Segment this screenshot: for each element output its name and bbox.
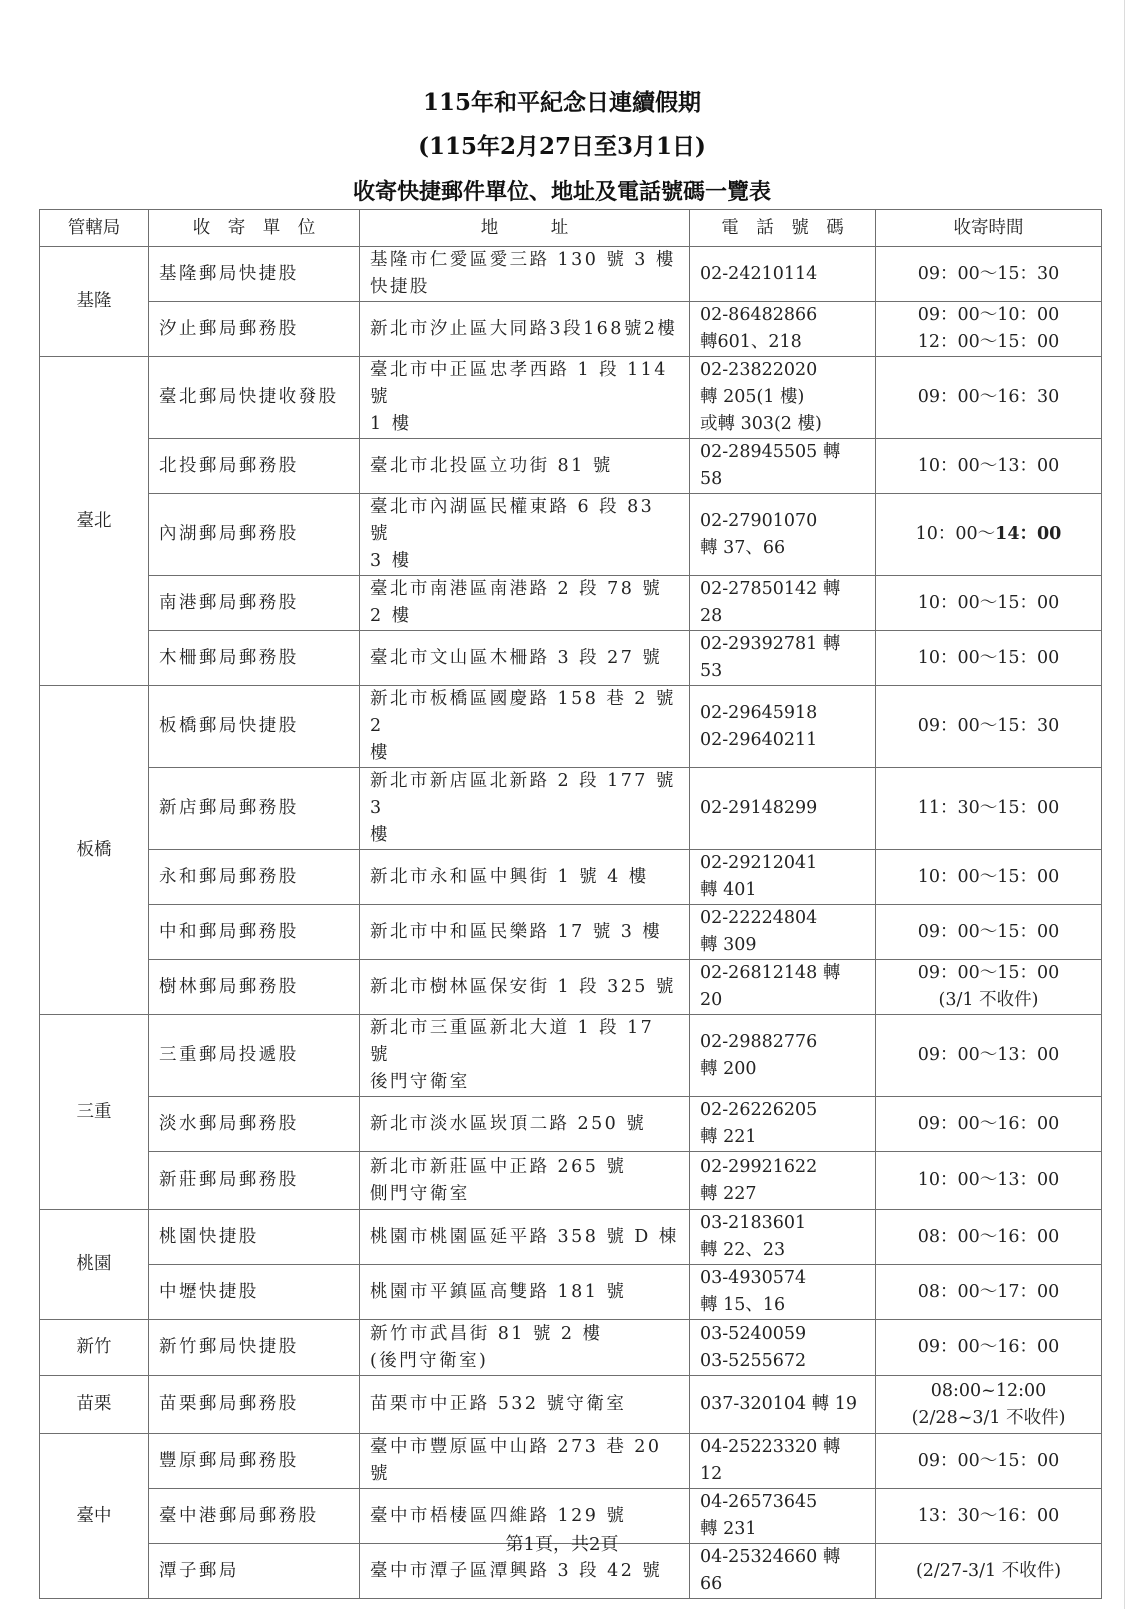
address-cell-line: 臺中市潭子區潭興路 3 段 42 號 bbox=[370, 1560, 663, 1581]
phone-cell bbox=[690, 960, 876, 1015]
hours-cell-line: 08:00~12:00 bbox=[930, 1380, 1047, 1401]
phone-cell-line: 02-26226205 bbox=[700, 1100, 818, 1120]
table-row bbox=[40, 1265, 1102, 1320]
header-address: 地 址 bbox=[360, 210, 690, 247]
hours-cell-line: 09：00～13：00 bbox=[917, 1045, 1060, 1065]
header-unit: 收 寄 單 位 bbox=[149, 210, 360, 247]
bureau-cell: 臺北 bbox=[40, 357, 149, 686]
phone-cell-line: 02-29212041 bbox=[700, 853, 818, 873]
hours-cell bbox=[876, 631, 1102, 686]
phone-cell-line: 03-4930574 bbox=[700, 1268, 807, 1288]
address-cell bbox=[360, 247, 690, 302]
address-cell-line: 臺中市豐原區中山路 273 巷 20 號 bbox=[370, 1437, 662, 1484]
phone-cell-line: 轉 200 bbox=[700, 1058, 757, 1079]
phone-cell-line: 02-24210114 bbox=[700, 263, 818, 284]
phone-cell bbox=[690, 1320, 876, 1376]
address-cell-line: 快捷股 bbox=[370, 277, 430, 297]
table-row bbox=[40, 905, 1102, 960]
address-cell-line: 1 樓 bbox=[370, 414, 412, 434]
address-cell-line: 新北市汐止區大同路3段168號2樓 bbox=[370, 318, 678, 339]
bureau-cell: 臺中 bbox=[40, 1434, 149, 1599]
hours-cell-line: 09：00～15：30 bbox=[917, 716, 1060, 736]
table-row bbox=[40, 439, 1102, 494]
unit-cell: 板橋郵局快捷股 bbox=[149, 686, 360, 768]
table-row bbox=[40, 494, 1102, 576]
unit-cell: 潭子郵局 bbox=[149, 1544, 360, 1599]
hours-cell bbox=[876, 439, 1102, 494]
phone-cell bbox=[690, 1015, 876, 1097]
table-body bbox=[40, 247, 1102, 1599]
address-cell-line: 臺北市文山區木柵路 3 段 27 號 bbox=[370, 647, 663, 668]
bureau-cell: 基隆 bbox=[40, 247, 149, 357]
phone-cell-line: 轉 227 bbox=[700, 1183, 757, 1204]
address-cell-line: 樓 bbox=[370, 825, 390, 845]
table-row bbox=[40, 1376, 1102, 1434]
hours-cell-line: 09：00～15：00 bbox=[917, 1450, 1060, 1471]
hours-cell-line: 08：00～17：00 bbox=[917, 1281, 1060, 1302]
hours-cell-line: (3/1 不收件) bbox=[938, 990, 1039, 1010]
phone-cell-line: 轉 221 bbox=[700, 1127, 757, 1147]
unit-cell: 內湖郵局郵務股 bbox=[149, 494, 360, 576]
unit-cell: 新莊郵局郵務股 bbox=[149, 1152, 360, 1210]
phone-cell-line: 02-23822020 bbox=[700, 360, 818, 380]
hours-cell-line: 10：00～13：00 bbox=[917, 1170, 1060, 1190]
table-row bbox=[40, 686, 1102, 768]
hours-cell bbox=[876, 1434, 1102, 1489]
address-cell bbox=[360, 1434, 690, 1489]
phone-cell-line: 03-5255672 bbox=[700, 1350, 807, 1371]
table-row bbox=[40, 576, 1102, 631]
phone-cell-line: 02-86482866 bbox=[700, 305, 818, 325]
phone-cell bbox=[690, 439, 876, 494]
table-row bbox=[40, 1320, 1102, 1376]
hours-cell-line: 12：00～15：00 bbox=[917, 332, 1060, 352]
phone-cell-line: 02-22224804 bbox=[700, 908, 818, 928]
address-cell-line: 臺北市中正區忠孝西路 1 段 114 號 bbox=[370, 360, 668, 407]
phone-cell-line: 04-26573645 bbox=[700, 1492, 818, 1512]
hours-cell bbox=[876, 1210, 1102, 1265]
hours-cell bbox=[876, 1320, 1102, 1376]
unit-cell: 桃園快捷股 bbox=[149, 1210, 360, 1265]
bureau-cell: 三重 bbox=[40, 1015, 149, 1210]
address-cell bbox=[360, 850, 690, 905]
unit-cell: 北投郵局郵務股 bbox=[149, 439, 360, 494]
address-cell-line: 新北市板橋區國慶路 158 巷 2 號 2 bbox=[370, 689, 676, 736]
address-cell bbox=[360, 302, 690, 357]
address-cell-line: 基隆市仁愛區愛三路 130 號 3 樓 bbox=[370, 250, 676, 270]
phone-cell-line: 轉 37、66 bbox=[700, 537, 786, 558]
table-row bbox=[40, 850, 1102, 905]
table-row bbox=[40, 247, 1102, 302]
bureau-cell: 新竹 bbox=[40, 1320, 149, 1376]
address-cell bbox=[360, 1376, 690, 1434]
phone-cell-line: 轉 231 bbox=[700, 1519, 757, 1539]
address-cell-line: 新北市永和區中興街 1 號 4 樓 bbox=[370, 866, 649, 887]
phone-cell bbox=[690, 576, 876, 631]
phone-cell-line: 02-29640211 bbox=[700, 729, 818, 750]
hours-start: 10：00～ bbox=[915, 524, 996, 544]
phone-cell-line: 037-320104 轉 19 bbox=[700, 1394, 858, 1414]
unit-cell: 基隆郵局快捷股 bbox=[149, 247, 360, 302]
phone-cell bbox=[690, 631, 876, 686]
address-cell bbox=[360, 631, 690, 686]
unit-cell: 新竹郵局快捷股 bbox=[149, 1320, 360, 1376]
table-row bbox=[40, 1015, 1102, 1097]
hours-cell-line: 13：30～16：00 bbox=[917, 1505, 1060, 1526]
unit-cell: 臺北郵局快捷收發股 bbox=[149, 357, 360, 439]
phone-cell bbox=[690, 1097, 876, 1152]
unit-cell: 永和郵局郵務股 bbox=[149, 850, 360, 905]
address-cell bbox=[360, 1097, 690, 1152]
page-number: 第1頁，共2頁 bbox=[505, 1534, 619, 1555]
address-cell bbox=[360, 1320, 690, 1376]
address-cell-line: 新北市樹林區保安街 1 段 325 號 bbox=[370, 976, 676, 997]
hours-cell bbox=[876, 850, 1102, 905]
post-office-table bbox=[39, 209, 1102, 1599]
phone-cell-line: 03-5240059 bbox=[700, 1323, 807, 1344]
hours-cell-line: (2/28~3/1 不收件) bbox=[911, 1407, 1066, 1428]
address-cell bbox=[360, 439, 690, 494]
phone-cell-line: 或轉 303(2 樓) bbox=[700, 414, 822, 434]
unit-cell: 淡水郵局郵務股 bbox=[149, 1097, 360, 1152]
phone-cell-line: 02-29148299 bbox=[700, 798, 818, 818]
phone-cell bbox=[690, 1265, 876, 1320]
address-cell bbox=[360, 768, 690, 850]
date-range-subtitle: (115年2月27日至3月1日) bbox=[418, 133, 706, 160]
unit-cell: 木柵郵局郵務股 bbox=[149, 631, 360, 686]
phone-cell bbox=[690, 850, 876, 905]
document-title: 115年和平紀念日連續假期 bbox=[422, 89, 701, 116]
phone-cell bbox=[690, 686, 876, 768]
address-cell-line: 樓 bbox=[370, 743, 390, 763]
phone-cell-line: 03-2183601 bbox=[700, 1213, 807, 1233]
bureau-cell: 苗栗 bbox=[40, 1376, 149, 1434]
hours-cell-line: 10：00～13：00 bbox=[917, 455, 1060, 476]
hours-cell-line: 10：00～15：00 bbox=[917, 647, 1060, 668]
unit-cell: 三重郵局投遞股 bbox=[149, 1015, 360, 1097]
address-cell-line: 臺北市內湖區民權東路 6 段 83 號 bbox=[370, 497, 655, 544]
address-cell-line: 新北市新莊區中正路 265 號 bbox=[370, 1156, 627, 1177]
hours-cell-line: 09：00～15：30 bbox=[917, 263, 1060, 284]
unit-cell: 豐原郵局郵務股 bbox=[149, 1434, 360, 1489]
hours-cell-line: 08：00～16：00 bbox=[917, 1226, 1060, 1247]
phone-cell bbox=[690, 905, 876, 960]
hours-cell bbox=[876, 960, 1102, 1015]
hours-cell-line: 11：30～15：00 bbox=[917, 798, 1060, 818]
table-row bbox=[40, 960, 1102, 1015]
address-cell-line: 新北市新店區北新路 2 段 177 號 3 bbox=[370, 771, 676, 818]
phone-cell bbox=[690, 1434, 876, 1489]
address-cell-line: (後門守衛室) bbox=[370, 1350, 489, 1371]
phone-cell bbox=[690, 1376, 876, 1434]
phone-cell-line: 轉 205(1 樓) bbox=[700, 387, 805, 407]
hours-cell bbox=[876, 905, 1102, 960]
hours-cell-line: 10：00～15：00 bbox=[917, 866, 1060, 887]
address-cell-line: 桃園市平鎮區高雙路 181 號 bbox=[370, 1281, 627, 1302]
address-cell bbox=[360, 686, 690, 768]
header-phone: 電 話 號 碼 bbox=[690, 210, 876, 247]
phone-cell-line: 轉 309 bbox=[700, 935, 757, 955]
hours-cell bbox=[876, 1152, 1102, 1210]
phone-cell-line: 02-29882776 bbox=[700, 1031, 818, 1052]
address-cell bbox=[360, 1015, 690, 1097]
address-cell bbox=[360, 494, 690, 576]
unit-cell: 樹林郵局郵務股 bbox=[149, 960, 360, 1015]
phone-cell bbox=[690, 247, 876, 302]
unit-cell: 新店郵局郵務股 bbox=[149, 768, 360, 850]
hours-cell bbox=[876, 247, 1102, 302]
hours-cell bbox=[876, 768, 1102, 850]
address-cell-line: 新北市三重區新北大道 1 段 17 號 bbox=[370, 1018, 655, 1065]
hours-cell-line: 09：00～15：00 bbox=[917, 921, 1060, 942]
phone-cell-line: 轉601、218 bbox=[700, 332, 802, 352]
address-cell bbox=[360, 1265, 690, 1320]
phone-cell bbox=[690, 494, 876, 576]
hours-cell bbox=[876, 494, 1102, 576]
table-row bbox=[40, 302, 1102, 357]
address-cell bbox=[360, 905, 690, 960]
hours-cell-line: 09：00～16：00 bbox=[917, 1337, 1060, 1357]
unit-cell: 中壢快捷股 bbox=[149, 1265, 360, 1320]
table-row bbox=[40, 631, 1102, 686]
phone-cell-line: 轉 15、16 bbox=[700, 1295, 786, 1315]
phone-cell bbox=[690, 1152, 876, 1210]
hours-cell-line bbox=[886, 521, 1091, 548]
unit-cell: 南港郵局郵務股 bbox=[149, 576, 360, 631]
phone-cell-line: 04-25223320 轉 12 bbox=[700, 1437, 841, 1484]
hours-cell bbox=[876, 1015, 1102, 1097]
phone-cell-line: 04-25324660 轉 66 bbox=[700, 1547, 841, 1594]
table-header-row bbox=[40, 210, 1102, 247]
address-cell-line: 3 樓 bbox=[370, 551, 412, 571]
address-cell-line: 苗栗市中正路 532 號守衛室 bbox=[370, 1394, 627, 1414]
address-cell-line: 新北市中和區民樂路 17 號 3 樓 bbox=[370, 921, 663, 942]
address-cell bbox=[360, 960, 690, 1015]
phone-cell-line: 02-26812148 轉 20 bbox=[700, 963, 841, 1010]
address-cell bbox=[360, 1210, 690, 1265]
hours-cell-line: 10：00～15：00 bbox=[917, 592, 1060, 613]
hours-cell bbox=[876, 302, 1102, 357]
hours-cell bbox=[876, 686, 1102, 768]
phone-cell-line: 02-29645918 bbox=[700, 702, 818, 723]
unit-cell: 汐止郵局郵務股 bbox=[149, 302, 360, 357]
hours-cell-line: 09：00～10：00 bbox=[917, 305, 1060, 325]
table-caption: 收寄快捷郵件單位、地址及電話號碼一覽表 bbox=[352, 179, 771, 205]
table-row bbox=[40, 1210, 1102, 1265]
phone-cell-line: 02-28945505 轉 58 bbox=[700, 442, 841, 489]
hours-cell-line: 09：00～15：00 bbox=[917, 963, 1060, 983]
table-row bbox=[40, 768, 1102, 850]
hours-cell-line: 09：00～16：00 bbox=[917, 1113, 1060, 1134]
unit-cell: 臺中港郵局郵務股 bbox=[149, 1489, 360, 1544]
table-row bbox=[40, 357, 1102, 439]
table-row bbox=[40, 1152, 1102, 1210]
hours-end-bold: 14：00 bbox=[995, 524, 1062, 544]
address-cell-line: 側門守衛室 bbox=[370, 1183, 470, 1204]
address-cell-line: 臺北市南港區南港路 2 段 78 號 2 樓 bbox=[370, 579, 663, 626]
phone-cell-line: 轉 401 bbox=[700, 880, 757, 900]
phone-cell bbox=[690, 357, 876, 439]
address-cell-line: 後門守衛室 bbox=[370, 1072, 470, 1092]
address-cell bbox=[360, 576, 690, 631]
hours-cell bbox=[876, 576, 1102, 631]
phone-cell-line: 02-27850142 轉 28 bbox=[700, 579, 841, 626]
phone-cell-line: 02-29392781 轉 53 bbox=[700, 634, 841, 681]
bureau-cell: 板橋 bbox=[40, 686, 149, 1015]
phone-cell bbox=[690, 768, 876, 850]
address-cell-line: 臺北市北投區立功街 81 號 bbox=[370, 455, 613, 476]
hours-cell bbox=[876, 357, 1102, 439]
header-hours: 收寄時間 bbox=[876, 210, 1102, 247]
hours-cell-line: 09：00～16：30 bbox=[917, 387, 1060, 407]
phone-cell bbox=[690, 302, 876, 357]
phone-cell-line: 轉 22、23 bbox=[700, 1240, 786, 1260]
address-cell-line: 臺中市梧棲區四維路 129 號 bbox=[370, 1505, 627, 1526]
address-cell-line: 新北市淡水區崁頂二路 250 號 bbox=[370, 1113, 647, 1134]
unit-cell: 中和郵局郵務股 bbox=[149, 905, 360, 960]
address-cell-line: 新竹市武昌街 81 號 2 樓 bbox=[370, 1323, 603, 1344]
phone-cell bbox=[690, 1210, 876, 1265]
hours-cell bbox=[876, 1265, 1102, 1320]
hours-cell bbox=[876, 1097, 1102, 1152]
table-row bbox=[40, 1097, 1102, 1152]
unit-cell: 苗栗郵局郵務股 bbox=[149, 1376, 360, 1434]
table-row bbox=[40, 1434, 1102, 1489]
phone-cell-line: 02-29921622 bbox=[700, 1156, 818, 1177]
address-cell bbox=[360, 1152, 690, 1210]
hours-cell bbox=[876, 1376, 1102, 1434]
address-cell bbox=[360, 357, 690, 439]
hours-cell-line: (2/27-3/1 不收件) bbox=[915, 1560, 1062, 1581]
phone-cell-line: 02-27901070 bbox=[700, 510, 818, 531]
address-cell-line: 桃園市桃園區延平路 358 號 D 棟 bbox=[370, 1226, 679, 1247]
bureau-cell: 桃園 bbox=[40, 1210, 149, 1320]
header-bureau: 管轄局 bbox=[40, 210, 149, 247]
